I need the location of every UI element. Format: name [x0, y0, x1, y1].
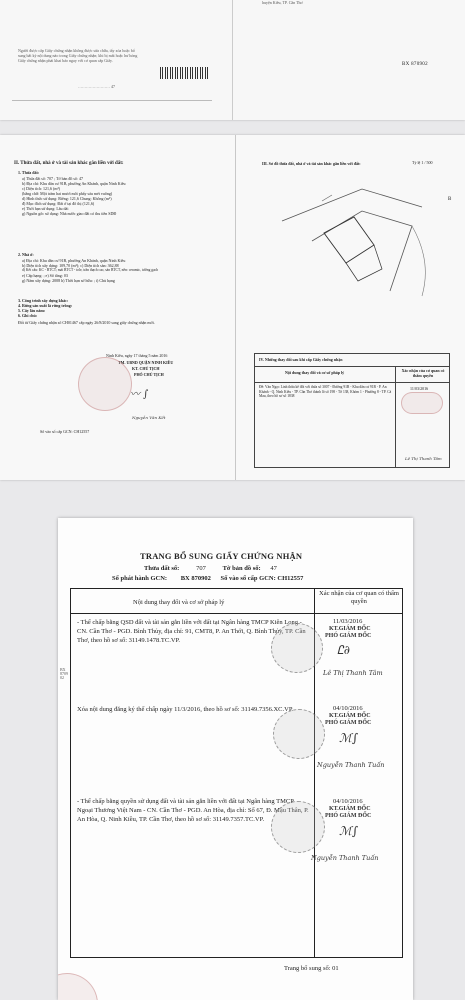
- column-header: Xác nhận của cơ quan có thẩm quyền: [319, 590, 399, 605]
- table-rule: [255, 366, 449, 367]
- note-line: Người được cấp Giấy chứng nhận không được sửa chữa, tẩy xóa hoặc bổ: [18, 48, 135, 53]
- map-number: 47: [270, 565, 277, 572]
- office-seal: [273, 709, 325, 759]
- registration-number: Số vào sổ cấp GCN: CH12557: [40, 429, 90, 434]
- confirm-vice: PHÓ GIÁM ĐỐC: [325, 813, 372, 819]
- red-seal: [58, 973, 98, 1000]
- signature-mark: ℳ∫: [339, 824, 359, 838]
- certificate-page-2: [0, 135, 465, 480]
- change-date: 11/03/2016: [410, 386, 429, 391]
- parcel-outline: [346, 245, 382, 281]
- red-seal: [78, 357, 132, 411]
- column-header: Xác nhận của cơ quan có thẩm quyền: [401, 368, 445, 378]
- other-heading: 5. Cây lâu năm:: [18, 308, 46, 313]
- supplementary-page: [58, 518, 413, 1000]
- field-row: a) Địa chỉ: Khu dân cư 91B, phường An Khánh, quận Ninh Kiều: [22, 258, 126, 263]
- section-4-title: IV. Những thay đổi sau khi cấp Giấy chứng nhận: [259, 357, 343, 362]
- red-seal: [401, 392, 443, 414]
- parcel-label: Thửa đất số:: [144, 565, 180, 572]
- change-content: - Thế chấp bằng QSD đất và tài sản gắn liền với đất tại Ngân hàng TMCP Kiên Long - CN. Cần Thơ - PGD. Bình Thủy, địa chỉ: 91, CMT8, P. An Thới, Q. Bình Thủy, TP. Cần Thơ, theo hồ sơ số: 31149.1478.TC.VP.: [77, 619, 306, 644]
- other-heading: 4. Rừng sản xuất là rừng trồng:: [18, 303, 73, 308]
- vice-title: PHÓ CHỦ TỊCH: [134, 372, 164, 377]
- note-line: sung bất kỳ nội dung nào trong Giấy chứng nhận; khi bị mất hoặc hư hỏng: [18, 53, 138, 58]
- field-row: (bằng chữ: Một trăm hai mươi mốt phẩy sáu mét vuông): [22, 191, 113, 196]
- confirm-kt: KT.GIÁM ĐỐC: [329, 806, 371, 812]
- reg-label: Số vào sổ cấp GCN:: [220, 575, 276, 582]
- parcel-info: [144, 564, 277, 573]
- issue-info: [112, 574, 303, 583]
- side-letter: B: [448, 197, 452, 202]
- page-footer: [284, 964, 339, 973]
- confirm-kt: KT.GIÁM ĐỐC: [329, 713, 371, 719]
- confirm-kt: KT.GIÁM ĐỐC: [329, 626, 371, 632]
- other-heading: 6. Ghi chú:: [18, 313, 38, 318]
- barcode: [160, 67, 208, 79]
- street-edge: [412, 226, 425, 296]
- office-seal: [271, 623, 323, 673]
- field-row: e) Cấp hạng: ; e) Số tầng: 03: [22, 273, 68, 278]
- issue-label: Số phát hành GCN:: [112, 575, 168, 582]
- section-3-title: III. Sơ đồ thửa đất, nhà ở và tài sản khác gắn liền với đất:: [262, 161, 361, 166]
- fold-line: [232, 0, 233, 120]
- street-edge: [282, 189, 422, 221]
- place-date: Ninh Kiều, ngày 17 tháng 5 năm 2016: [106, 353, 168, 358]
- table-rule: [395, 366, 396, 467]
- signer-name: Nguyễn Văn Kết: [132, 415, 166, 420]
- field-row: e) Thời hạn sử dụng: Lâu dài: [22, 206, 69, 211]
- top-address-text: huyện Kiều, TP. Cần Thơ: [262, 0, 303, 5]
- other-heading: 3. Công trình xây dựng khác:: [18, 298, 69, 303]
- authority: TM. UBND QUẬN NINH KIỀU: [118, 360, 174, 365]
- sub-heading-land: 1. Thửa đất:: [18, 170, 40, 175]
- signer-name: Nguyễn Thanh Tuấn: [317, 761, 385, 769]
- confirm-date: 11/03/2016: [333, 618, 363, 625]
- note-line: Giấy chứng nhận phải khai báo ngay với cơ quan cấp Giấy.: [18, 58, 113, 63]
- instructions-note: [18, 48, 158, 63]
- serial-number: BX 870902: [402, 62, 428, 67]
- other-sections: [18, 298, 228, 325]
- signer-name: Nguyễn Thanh Tuấn: [311, 854, 379, 862]
- field-row: d) Hình thức sử dụng: Riêng: 121,6 Chung: Không (m²): [22, 196, 112, 201]
- certificate-page-1: [0, 0, 465, 120]
- note-text: Đổi từ Giấy chứng nhận số CH01467 cấp ngày 26/8/2010 sang giấy chứng nhận mới.: [18, 320, 155, 325]
- field-row: b) Diện tích xây dựng: 109,70 (m²); c) Diện tích sàn: 362,88: [22, 263, 119, 268]
- field-row: d) Kết cấu: KC - BTCT; mái BTCT - tole, trần thạch cao, sàn BTCT, nền: ceramic, tường gạch: [22, 268, 159, 272]
- issue-number: BX 870902: [180, 575, 211, 582]
- parcel-number: 707: [196, 565, 206, 572]
- supplement-title: TRANG BỔ SUNG GIẤY CHỨNG NHẬN: [140, 551, 303, 561]
- map-label: Tờ bản đồ số:: [222, 565, 261, 572]
- confirm-date: 04/10/2016: [333, 705, 363, 712]
- section-4-table: [254, 353, 450, 468]
- table-rule: [255, 382, 449, 383]
- field-row: c) Diện tích: 121,6 (m²): [22, 186, 60, 191]
- footer-value: 01: [332, 965, 339, 972]
- change-content: Xóa nội dung đăng ký thế chấp ngày 11/3/2016, theo hồ sơ số: 31149.7356.XC.VP.: [77, 706, 294, 713]
- column-header: Nội dung thay đổi và cơ sở pháp lý: [133, 599, 225, 606]
- footer-label: Trang bổ sung số:: [284, 965, 331, 972]
- signature-mark: ℳ∫: [339, 731, 359, 745]
- land-fields: [22, 176, 222, 216]
- field-row: a) Thửa đất số: 707 ; Tờ bản đồ số: 47: [22, 176, 84, 181]
- sub-heading-house: 2. Nhà ở:: [18, 252, 34, 257]
- barcode-caption: …………………… 47: [78, 84, 115, 89]
- field-row: đ) Mục đích sử dụng: Đất ở tại đô thị (121,6): [22, 201, 95, 206]
- scale: Tỷ lệ 1 / 500: [412, 160, 433, 165]
- parcel-outline: [324, 217, 374, 263]
- signature-mark: 〰 ∫: [130, 389, 149, 400]
- signer-name: Lê Thị Thanh Tâm: [405, 456, 442, 461]
- field-row: b) Địa chỉ: Khu dân cư 91B, phường An Khánh, quận Ninh Kiều: [22, 181, 126, 186]
- parcel-diagram: [262, 171, 452, 311]
- house-fields: [22, 258, 232, 283]
- office-seal: [271, 801, 325, 853]
- section-2-title: II. Thửa đất, nhà ở và tài sản khác gắn liền với đất:: [14, 161, 124, 166]
- reg-number: CH12557: [277, 575, 304, 582]
- field-row: g) Năm xây dựng: 2008 h) Thời hạn sở hữu: ; i) Chủ hạng: [22, 278, 115, 283]
- side-code: BX 870902: [60, 667, 68, 680]
- kt-title: KT. CHỦ TỊCH: [132, 366, 160, 371]
- changes-table: [70, 588, 403, 958]
- fold-line: [235, 135, 236, 480]
- change-content: Đề: Văn Ngọc Linh thừa kế đối với thửa số 3007 - Đường 91B - Khu dân cư 91B - P. An Khánh - Q. Ninh Kiều - TP. Cần Thơ thành lô số 198 - Tờ 138, Khóm 1 - Phường 8 - TP. Cà Mau, theo hồ sơ số 1838: [259, 385, 392, 398]
- change-content: - Thế chấp bằng quyền sử dụng đất và tài sản gắn liền với đất tại Ngân hàng TMCP Ngoại Thương Việt Nam - CN. Cần Thơ - PGD. An Hòa, địa chỉ: Số 67, Đ. Mậu Thân, P. An Hòa, Q. Ninh Kiều, TP. Cần Thơ, theo hồ sơ số: 31149.7357.TC.VP.: [77, 798, 309, 823]
- signature-mark: Ꮭ∂: [337, 643, 350, 657]
- field-row: g) Nguồn gốc sử dụng: Nhà nước giao đất có thu tiền SDĐ: [22, 211, 117, 216]
- confirm-date: 04/10/2016: [333, 798, 363, 805]
- north-arrow: [322, 195, 332, 201]
- divider: [12, 100, 212, 101]
- confirm-vice: PHÓ GIÁM ĐỐC: [325, 633, 372, 639]
- signer-name: Lê Thị Thanh Tâm: [323, 669, 383, 677]
- confirm-vice: PHÓ GIÁM ĐỐC: [325, 720, 372, 726]
- header-rule: [71, 613, 402, 614]
- column-header: Nội dung thay đổi và cơ sở pháp lý: [285, 370, 345, 375]
